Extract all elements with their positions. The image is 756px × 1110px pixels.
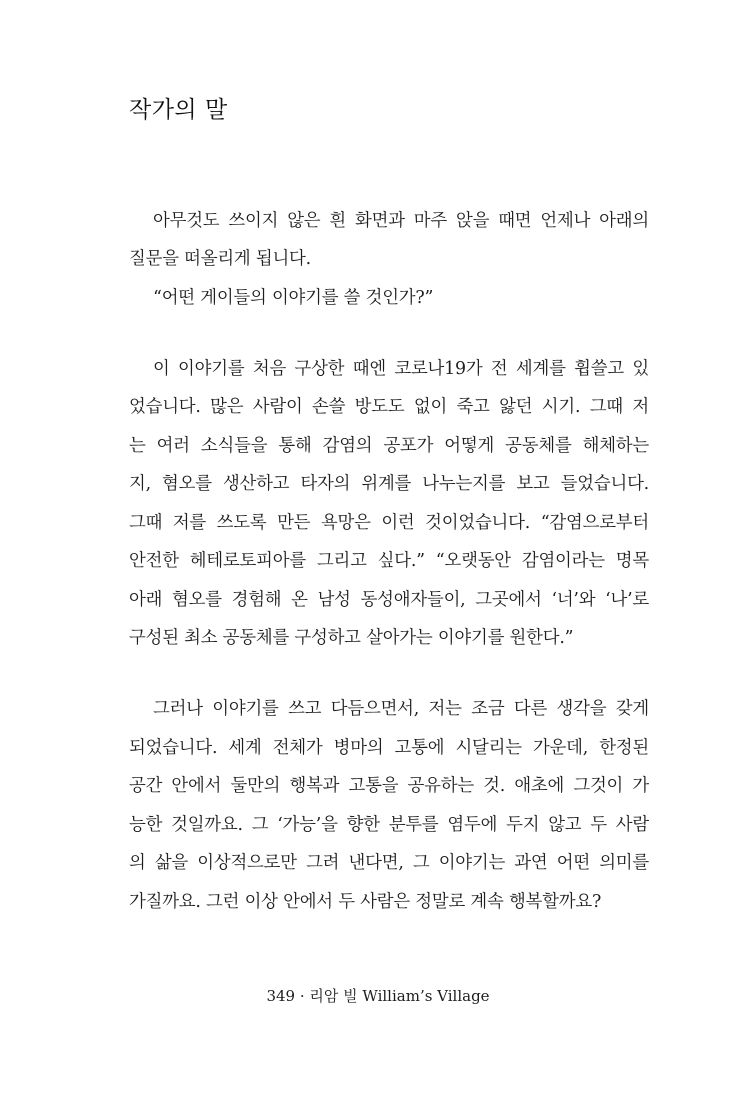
paragraph-2-line-2: 었습니다. 많은 사람이 손쓸 방도도 없이 죽고 앓던 시기. 그때 저 — [129, 397, 649, 416]
paragraph-3-line-3: 공간 안에서 둘만의 행복과 고통을 공유하는 것. 애초에 그것이 가 — [129, 776, 649, 795]
paragraph-3-line-6: 가질까요. 그런 이상 안에서 두 사람은 정말로 계속 행복할까요? — [129, 892, 602, 912]
footer-separator: · — [299, 987, 305, 1005]
page-number: 349 — [266, 987, 296, 1005]
paragraph-3-line-4: 능한 것일까요. 그 ‘가능’을 향한 분투를 염두에 두지 않고 두 사람 — [129, 815, 649, 834]
paragraph-1-line-2: 질문을 떠올리게 됩니다. — [129, 249, 311, 269]
paragraph-3-line-2: 되었습니다. 세계 전체가 병마의 고통에 시달리는 가운데, 한정된 — [129, 738, 649, 757]
paragraph-2-line-8: 구성된 최소 공동체를 구성하고 살아가는 이야기를 원한다.” — [129, 628, 574, 648]
chapter-title: 작가의 말 — [129, 97, 228, 123]
paragraph-2-line-5: 그때 저를 쓰도록 만든 욕망은 이런 것이었습니다. “감염으로부터 — [129, 513, 649, 532]
paragraph-2-line-3: 는 여러 소식들을 통해 감염의 공포가 어떻게 공동체를 해체하는 — [129, 436, 649, 455]
paragraph-3-line-5: 의 삶을 이상적으로만 그려 낸다면, 그 이야기는 과연 어떤 의미를 — [129, 853, 649, 872]
paragraph-2-line-6: 안전한 헤테로토피아를 그리고 싶다.” “오랫동안 감염이라는 명목 — [129, 551, 649, 570]
page-footer — [0, 985, 756, 1006]
paragraph-1-line-3: “어떤 게이들의 이야기를 쓸 것인가?” — [153, 288, 434, 308]
paragraph-3-line-1: 그러나 이야기를 쓰고 다듬으면서, 저는 조금 다른 생각을 갖게 — [153, 699, 649, 718]
running-title: 리암 빌 William’s Village — [309, 987, 490, 1005]
paragraph-2-line-1: 이 이야기를 처음 구상한 때엔 코로나19가 전 세계를 휩쓸고 있 — [153, 359, 649, 378]
paragraph-2-line-7: 아래 혐오를 경험해 온 남성 동성애자들이, 그곳에서 ‘너’와 ‘나’로 — [129, 590, 649, 609]
paragraph-2-line-4: 지, 혐오를 생산하고 타자의 위계를 나누는지를 보고 들었습니다. — [129, 474, 649, 493]
paragraph-1-line-1: 아무것도 쓰이지 않은 흰 화면과 마주 앉을 때면 언제나 아래의 — [153, 211, 649, 230]
